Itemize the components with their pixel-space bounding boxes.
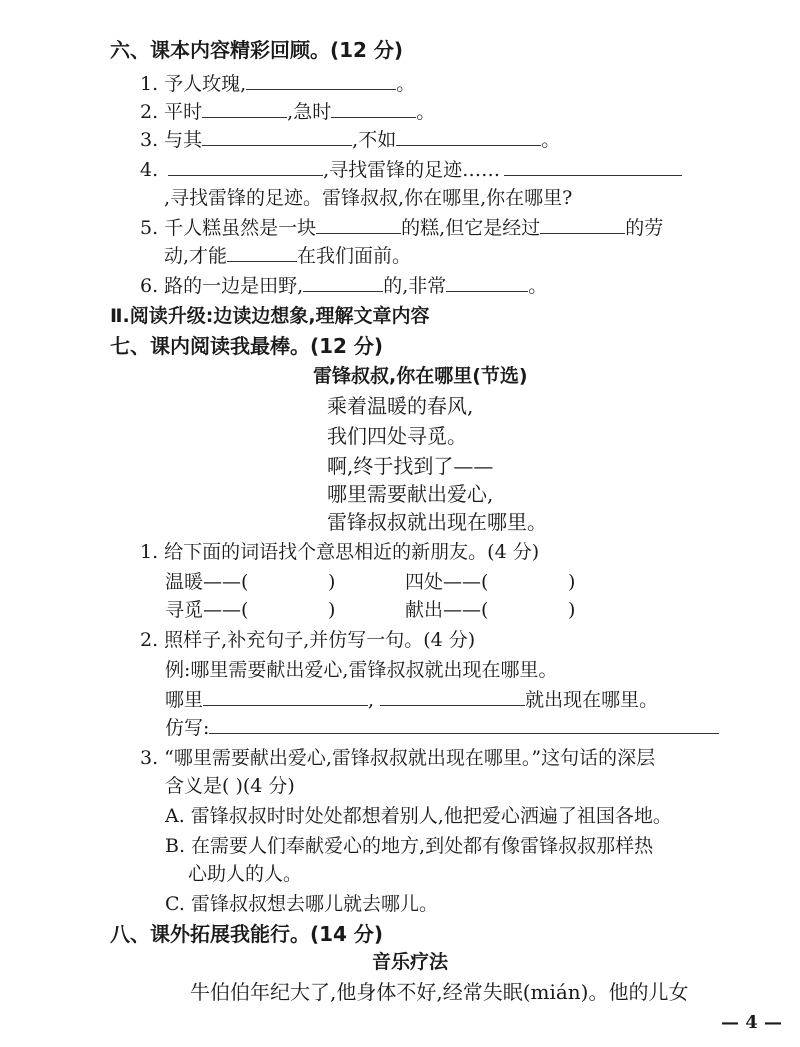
q7-3-option-c[interactable]: C. 雷锋叔叔想去哪儿就去哪儿。 <box>165 893 438 915</box>
q6-5 <box>140 214 663 242</box>
q7-2-imitate <box>165 714 719 742</box>
q6-1-blank[interactable] <box>246 71 396 90</box>
q7-1-title: 1. 给下面的词语找个意思相近的新朋友。(4 分) <box>140 541 540 563</box>
q6-4 <box>140 156 682 184</box>
q6-4-blank-1[interactable] <box>168 157 323 176</box>
q6-5-text: 5. 千人糕虽然是一块 <box>140 217 317 239</box>
q6-6-text: 6. 路的一边是田野, <box>140 275 304 297</box>
q7-1-close-1: ) <box>328 571 336 593</box>
q7-1-word-1: 温暖——( <box>165 571 249 593</box>
poem-line-3: 啊,终于找到了—— <box>327 454 494 478</box>
q6-2-end: 。 <box>416 101 436 123</box>
q6-4-mid: ,寻找雷锋的足迹…… <box>323 159 501 181</box>
q6-4-line2: ,寻找雷锋的足迹。雷锋叔叔,你在哪里,你在哪里? <box>164 187 573 209</box>
poem-line-4: 哪里需要献出爱心, <box>327 482 494 506</box>
q6-6-end: 。 <box>528 275 548 297</box>
q6-5-blank-3[interactable] <box>227 243 297 262</box>
q6-3 <box>140 126 560 154</box>
q6-4-text: 4. <box>140 159 159 181</box>
q7-3-line1: 3. “哪里需要献出爱心,雷锋叔叔就出现在哪里。”这句话的深层 <box>140 747 656 769</box>
section8-title: 八、课外拓展我能行。(14 分) <box>110 922 384 946</box>
q7-3-option-a[interactable]: A. 雷锋叔叔时时处处都想着别人,他把爱心洒遍了祖国各地。 <box>165 805 672 827</box>
q6-5-blank-2[interactable] <box>540 215 625 234</box>
section7-title: 七、课内阅读我最棒。(12 分) <box>110 334 384 358</box>
q6-1-text: 1. 予人玫瑰, <box>140 73 247 95</box>
q6-1 <box>140 70 415 98</box>
q6-5-end: 的劳 <box>625 217 664 239</box>
q7-3-option-b-cont: 心助人的人。 <box>188 863 303 885</box>
q7-2-fill-end: 就出现在哪里。 <box>525 689 659 711</box>
q6-3-end: 。 <box>541 129 561 151</box>
q6-5-line2-end: 在我们面前。 <box>297 245 412 267</box>
q7-2-imitate-label: 仿写: <box>165 717 210 739</box>
q6-5-mid: 的糕,但它是经过 <box>401 217 541 239</box>
poem-line-2: 我们四处寻觅。 <box>327 424 467 448</box>
q6-3-mid: ,不如 <box>352 129 397 151</box>
q7-1-word-3: 寻觅——( <box>165 599 249 621</box>
story-title: 音乐疗法 <box>372 951 449 973</box>
q6-1-end: 。 <box>396 73 416 95</box>
poem-line-5: 雷锋叔叔就出现在哪里。 <box>327 510 547 534</box>
q6-3-blank-1[interactable] <box>202 127 352 146</box>
q6-6-blank-1[interactable] <box>303 273 383 292</box>
q6-3-blank-2[interactable] <box>396 127 541 146</box>
q7-1-close-4: ) <box>568 599 576 621</box>
q6-5-blank-1[interactable] <box>316 215 401 234</box>
q7-1-close-3: ) <box>328 599 336 621</box>
q6-4-blank-2[interactable] <box>504 157 682 176</box>
part2-title: Ⅱ.阅读升级:边读边想象,理解文章内容 <box>110 305 430 327</box>
q7-2-comma: , <box>368 689 375 711</box>
story-text: 牛伯伯年纪大了,他身体不好,经常失眠(mián)。他的儿女 <box>190 980 689 1004</box>
q6-6-blank-2[interactable] <box>446 273 528 292</box>
q6-5-line2 <box>164 242 411 270</box>
page-number: — 4 — <box>720 1012 782 1033</box>
q6-5-line2-text: 动,才能 <box>164 245 228 267</box>
q7-1-word-2: 四处——( <box>405 571 489 593</box>
q7-2-blank-1[interactable] <box>203 687 368 706</box>
q6-2-mid: ,急时 <box>287 101 332 123</box>
q6-2-blank-2[interactable] <box>331 99 416 118</box>
q7-2-fill <box>165 686 658 714</box>
q7-2-title: 2. 照样子,补充句子,并仿写一句。(4 分) <box>140 629 476 651</box>
q6-2 <box>140 98 435 126</box>
q6-3-text: 3. 与其 <box>140 129 203 151</box>
section6-title: 六、课本内容精彩回顾。(12 分) <box>110 38 404 62</box>
q7-1-close-2: ) <box>568 571 576 593</box>
q6-2-text: 2. 平时 <box>140 101 203 123</box>
q7-2-fill-text: 哪里 <box>165 689 204 711</box>
q6-2-blank-1[interactable] <box>202 99 287 118</box>
q6-6 <box>140 272 547 300</box>
poem-title: 雷锋叔叔,你在哪里(节选) <box>313 365 528 387</box>
q7-3-line2: 含义是( )(4 分) <box>165 775 295 797</box>
q7-3-option-b[interactable]: B. 在需要人们奉献爱心的地方,到处都有像雷锋叔叔那样热 <box>165 835 654 857</box>
q7-2-imitate-blank[interactable] <box>209 715 719 734</box>
poem-line-1: 乘着温暖的春风, <box>327 394 474 418</box>
q7-2-blank-2[interactable] <box>380 687 525 706</box>
q7-2-example: 例:哪里需要献出爱心,雷锋叔叔就出现在哪里。 <box>165 659 558 681</box>
q6-6-mid: 的,非常 <box>383 275 447 297</box>
q7-1-word-4: 献出——( <box>405 599 489 621</box>
